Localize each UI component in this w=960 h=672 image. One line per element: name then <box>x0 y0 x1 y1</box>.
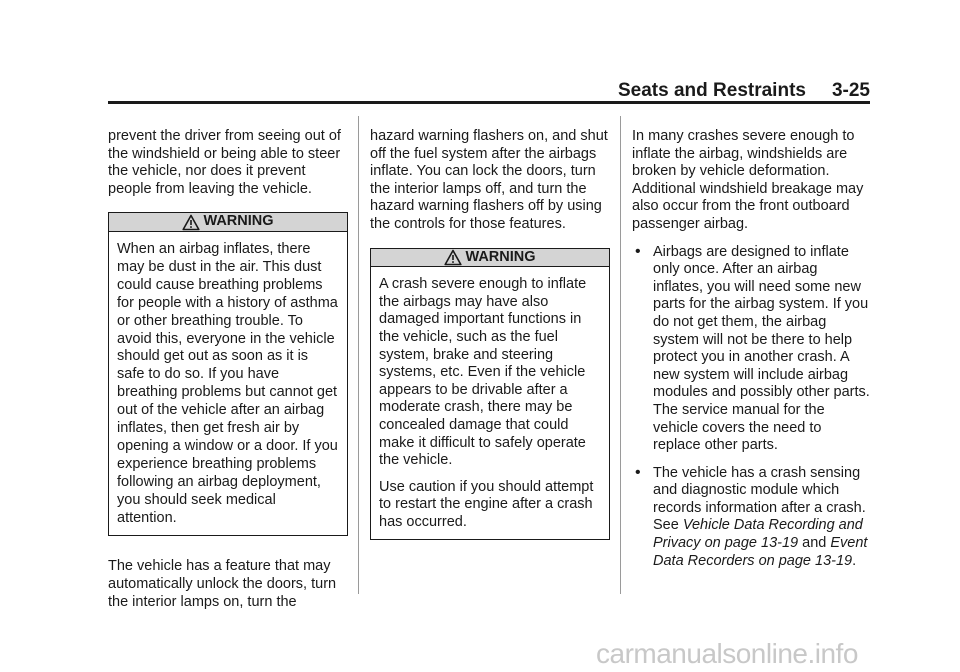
header-rule <box>108 101 870 104</box>
warning-header <box>371 249 609 268</box>
warning-title: WARNING <box>465 248 536 265</box>
bullet-text: The vehicle has a crash sensing and diagnostic module which records information after a crash. See <box>653 464 866 534</box>
page-number: 3-25 <box>831 80 870 101</box>
bullet-text-joiner: and <box>802 535 827 552</box>
bullet-list <box>632 244 870 571</box>
warning-text-1: A crash severe enough to inflate the airbags may have also damaged important functions in the vehicle, such as the fuel system, brake and steering systems, etc. Even if the vehicle appears to be drivable after a moderate crash, there may be concealed damage that could make it difficult to safely operate the vehicle. <box>379 276 587 469</box>
cross-reference-link[interactable]: Vehicle Data Recording and Privacy on page 13-19 <box>653 517 863 552</box>
column-divider-2 <box>620 116 621 594</box>
warning-text-2: Use caution if you should attempt to restart the engine after a crash has occurred. <box>379 478 594 530</box>
list-item <box>632 244 870 455</box>
page-header <box>612 80 870 102</box>
bullet-icon: • <box>635 242 641 260</box>
warning-text: When an airbag inflates, there may be dust in the air. This dust could cause breathing problems for people with a history of asthma or other breathing trouble. To avoid this, everyone in the vehicle should get out as soon as it is safe to do so. If you have breathing problems but cannot get out of the vehicle after an airbag inflates, then get fresh air by opening a window or a door. If you experience breathing problems following an airbag deployment, you should seek medical attention. <box>117 240 338 526</box>
warning-body <box>109 232 347 536</box>
col1-intro-paragraph: prevent the driver from seeing out of the windshield or being able to steer the vehicle, nor does it prevent people from leaving the vehicle. <box>108 128 341 197</box>
column-1 <box>108 128 348 611</box>
column-2 <box>370 128 610 540</box>
warning-triangle-icon <box>444 249 462 266</box>
warning-header <box>109 213 347 232</box>
bullet-text: Airbags are designed to inflate only once. After an airbag inflates, you will need some new parts for the airbag system. If you do not get them, the airbag system will not be there to help protect you in another crash. A new system will include airbag modules and possibly other parts. The service manual for the vehicle covers the need to replace other parts. <box>653 243 870 454</box>
column-3 <box>632 128 870 580</box>
col3-intro-paragraph: In many crashes severe enough to inflate the airbag, windshields are broken by vehicle deformation. Additional windshield breakage may also occur from the front outboard passenger airbag. <box>632 128 864 232</box>
cross-reference-link[interactable]: Event Data Recorders on page 13-19 <box>653 535 868 569</box>
warning-box-crash <box>370 248 610 541</box>
section-title: Seats and Restraints <box>618 80 806 101</box>
warning-box-dust <box>108 212 348 536</box>
col1-outro-paragraph: The vehicle has a feature that may automatically unlock the doors, turn the interior lamps on, turn the <box>108 558 337 610</box>
watermark: carmanualsonline.info <box>596 638 858 669</box>
warning-title: WARNING <box>203 213 274 230</box>
list-item <box>632 465 870 571</box>
bullet-text-end: . <box>852 552 857 569</box>
warning-triangle-icon <box>182 214 200 231</box>
col2-intro-paragraph: hazard warning flashers on, and shut off the fuel system after the airbags inflate. You can lock the doors, turn the interior lamps off, and turn the hazard warning flashers off by using the controls for those features. <box>370 128 608 232</box>
column-divider-1 <box>358 116 359 594</box>
warning-body <box>371 267 609 539</box>
bullet-icon: • <box>635 463 641 481</box>
